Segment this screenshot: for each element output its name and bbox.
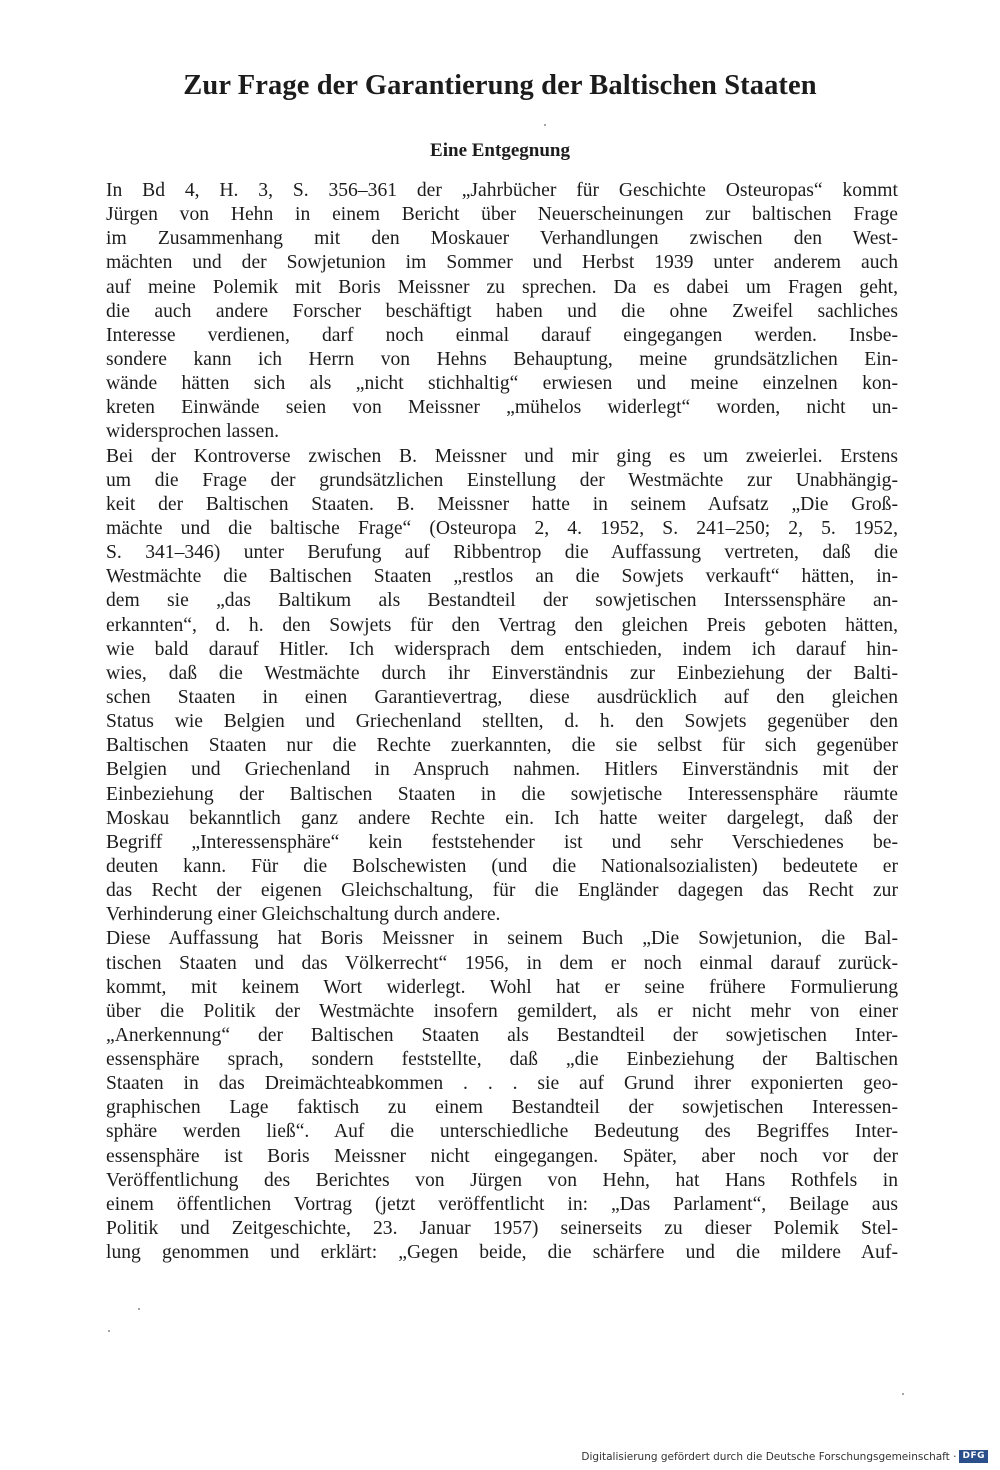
text-line: Belgien und Griechenland in Anspruch nahmen. Hitlers Einverständnis mit der: [106, 759, 898, 781]
article-title: Zur Frage der Garantierung der Baltischen Staaten: [183, 70, 817, 101]
scan-speck: [902, 1393, 904, 1395]
text-line: Begriff „Interessensphäre“ kein feststehender ist und sehr Verschiedenes be-: [106, 831, 898, 853]
article-subtitle: Eine Entgegnung: [430, 140, 570, 161]
text-line: Verhinderung einer Gleichschaltung durch andere.: [106, 904, 501, 926]
paragraph-3: [106, 927, 898, 1265]
text-line: über die Politik der Westmächte insofern gemildert, als er nicht mehr von einer: [106, 1000, 898, 1022]
scan-speck: [138, 1308, 140, 1310]
text-line: keit der Baltischen Staaten. B. Meissner hatte in seinem Aufsatz „Die Groß-: [106, 493, 898, 515]
text-line: wies, daß die Westmächte durch ihr Einverständnis zur Einbeziehung der Balti-: [106, 662, 898, 684]
scan-speck: [108, 1330, 110, 1332]
text-line: erkannten“, d. h. den Sowjets für den Vertrag den gleichen Preis geboten hätten,: [106, 614, 898, 636]
text-line: mächte und die baltische Frage“ (Osteuropa 2, 4. 1952, S. 241–250; 2, 5. 1952,: [106, 517, 898, 539]
text-line: S. 341–346) unter Berufung auf Ribbentrop die Auffassung vertreten, daß die: [106, 542, 898, 564]
text-line: essensphäre ist Boris Meissner nicht eingegangen. Später, aber noch vor der: [106, 1145, 898, 1167]
text-line: Staaten in das Dreimächteabkommen . . . sie auf Grund ihrer exponierten geo-: [106, 1073, 898, 1095]
text-line: essensphäre sprach, sondern feststellte, daß „die Einbeziehung der Baltischen: [106, 1049, 898, 1071]
text-line: dem sie „das Baltikum als Bestandteil der sowjetischen Interssensphäre an-: [106, 590, 898, 612]
text-line: Status wie Belgien und Griechenland stellten, d. h. den Sowjets gegenüber den: [106, 711, 898, 733]
text-line: um die Frage der grundsätzlichen Einstellung der Westmächte zur Unabhängig-: [106, 469, 898, 491]
text-line: Westmächte die Baltischen Staaten „restlos an die Sowjets verkauft“ hätten, in-: [106, 566, 898, 588]
text-line: das Recht der eigenen Gleichschaltung, für die Engländer dagegen das Recht zur: [106, 880, 898, 902]
text-line: auf meine Polemik mit Boris Meissner zu sprechen. Da es dabei um Fragen geht,: [106, 276, 898, 298]
text-line: schen Staaten in einen Garantievertrag, diese ausdrücklich auf den gleichen: [106, 686, 898, 708]
paragraph-2: [106, 445, 898, 928]
text-line: Einbeziehung der Baltischen Staaten in die sowjetische Interessensphäre räumte: [106, 783, 898, 805]
text-line: wände hätten sich als „nicht stichhaltig“ erwiesen und meine einzelnen kon-: [106, 373, 898, 395]
text-line: graphischen Lage faktisch zu einem Bestandteil der sowjetischen Interessen-: [106, 1097, 898, 1119]
text-line: sondere kann ich Herrn von Hehns Behauptung, meine grundsätzlichen Ein-: [106, 348, 898, 370]
dfg-logo-icon: DFG: [959, 1450, 988, 1463]
digitization-footer: [581, 1450, 988, 1463]
text-line: kommt, mit keinem Wort widerlegt. Wohl hat er seine frühere Formulierung: [106, 976, 898, 998]
text-line: Veröffentlichung des Berichtes von Jürgen von Hehn, hat Hans Rothfels in: [106, 1169, 898, 1191]
text-line: mächten und der Sowjetunion im Sommer und Herbst 1939 unter anderem auch: [106, 252, 898, 274]
text-line: tischen Staaten und das Völkerrecht“ 1956, in dem er noch einmal darauf zurück-: [106, 952, 898, 974]
text-line: Politik und Zeitgeschichte, 23. Januar 1957) seinerseits zu dieser Polemik Stel-: [106, 1218, 898, 1240]
text-line: die auch andere Forscher beschäftigt haben und die ohne Zweifel sachliches: [106, 300, 898, 322]
text-line: Jürgen von Hehn in einem Bericht über Neuerscheinungen zur baltischen Frage: [106, 204, 898, 226]
text-line: deuten kann. Für die Bolschewisten (und die Nationalsozialisten) bedeutete er: [106, 855, 898, 877]
text-line: Moskau bekanntlich ganz andere Rechte ein. Ich hatte weiter dargelegt, daß der: [106, 807, 898, 829]
text-line: widersprochen lassen.: [106, 421, 280, 443]
article-body: [106, 179, 898, 1265]
text-line: Diese Auffassung hat Boris Meissner in seinem Buch „Die Sowjetunion, die Bal-: [106, 928, 898, 950]
text-line: „Anerkennung“ der Baltischen Staaten als Bestandteil der sowjetischen Inter-: [106, 1024, 898, 1046]
text-line: sphäre werden ließ“. Auf die unterschiedliche Bedeutung des Begriffes Inter-: [106, 1121, 898, 1143]
footer-credit-text: Digitalisierung gefördert durch die Deutsche Forschungsgemeinschaft ·: [581, 1450, 957, 1463]
text-line: einem öffentlichen Vortrag (jetzt veröffentlicht in: „Das Parlament“, Beilage aus: [106, 1193, 898, 1215]
text-line: Baltischen Staaten nur die Rechte zuerkannten, die sie selbst für sich gegenüber: [106, 735, 898, 757]
text-line: lung genommen und erklärt: „Gegen beide, die schärfere und die mildere Auf-: [106, 1242, 898, 1264]
scan-speck: [544, 124, 546, 126]
text-line: In Bd 4, H. 3, S. 356–361 der „Jahrbücher für Geschichte Osteuropas“ kommt: [106, 180, 898, 201]
text-line: Bei der Kontroverse zwischen B. Meissner und mir ging es um zweierlei. Erstens: [106, 445, 898, 467]
text-line: kreten Einwände seien von Meissner „mühelos widerlegt“ worden, nicht un-: [106, 397, 898, 419]
paragraph-1: [106, 179, 898, 445]
text-line: im Zusammenhang mit den Moskauer Verhandlungen zwischen den West-: [106, 228, 898, 250]
text-line: Interesse verdienen, darf noch einmal darauf eingegangen werden. Insbe-: [106, 324, 898, 346]
text-line: wie bald darauf Hitler. Ich widersprach dem entschieden, indem ich darauf hin-: [106, 638, 898, 660]
